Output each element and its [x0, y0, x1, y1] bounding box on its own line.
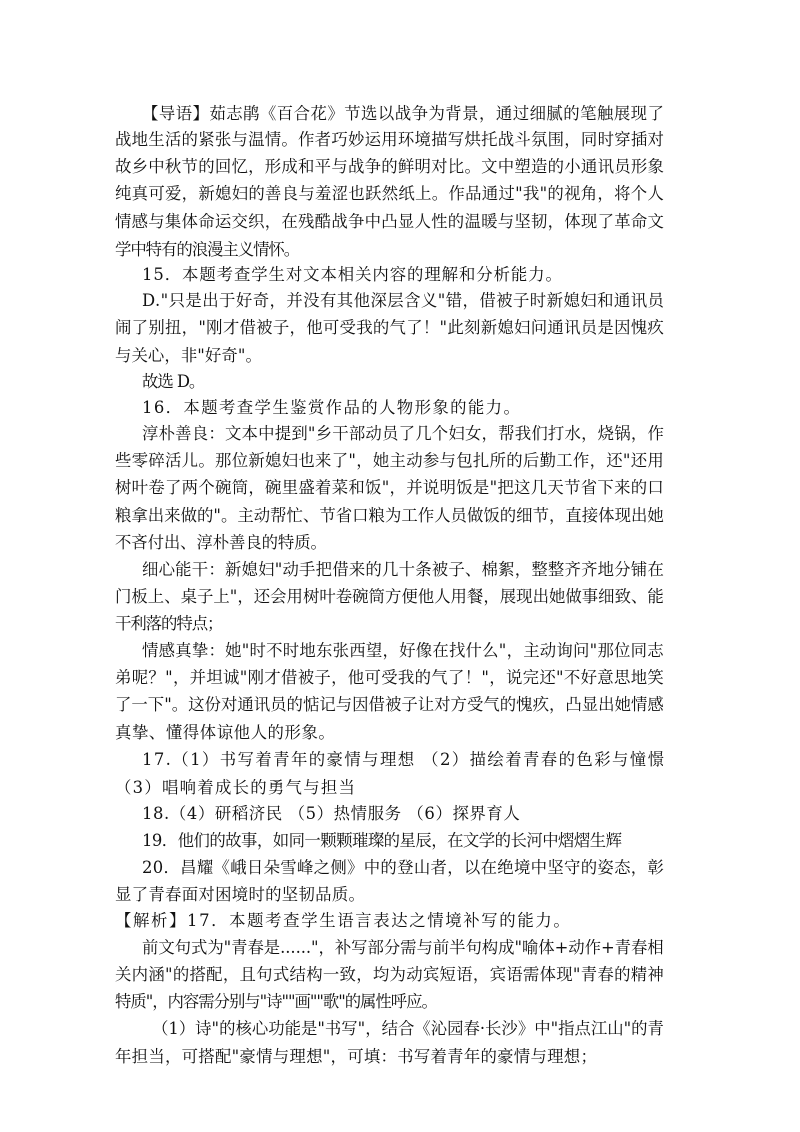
text-line: 前文句式为"青春是......"，补写部分需与前半句构成"喻体+动作+青春相 — [142, 938, 664, 957]
text-line: 些零碎活儿。那位新媳妇也来了"，她主动参与包扎所的后勤工作，还"还用 — [115, 451, 665, 470]
text-line: 显了青春面对困境时的坚韧品质。 — [115, 885, 366, 904]
text-line: 学中特有的浪漫主义情怀。 — [115, 240, 300, 259]
text-line: 真挚、懂得体谅他人的形象。 — [115, 723, 336, 742]
text-line: 18.（4）研稻济民 （5）热情服务 （6）探界育人 — [142, 804, 521, 823]
text-line: （3）唱响着成长的勇气与担当 — [115, 778, 357, 797]
text-line: 战地生活的紧张与温情。作者巧妙运用环境描写烘托战斗氛围，同时穿插对 — [115, 130, 665, 149]
text-line: 故乡中秋节的回忆，形成和平与战争的鲜明对比。文中塑造的小通讯员形象 — [115, 157, 665, 176]
text-line: 树叶卷了两个碗筒，碗里盛着菜和饭"，并说明饭是"把这几天节省下来的口 — [115, 478, 665, 497]
text-line: 20．昌耀《峨日朵雪峰之侧》中的登山者，以在绝境中坚守的姿态，彰 — [142, 858, 665, 877]
text-line: 情感与集体命运交织，在残酷战争中凸显人性的温暖与坚韧，体现了革命文 — [115, 212, 665, 231]
text-line: 与关心，非"好奇"。 — [115, 346, 262, 365]
text-line: 粮拿出来做的"。主动帮忙、节省口粮为工作人员做饭的细节，直接体现出她 — [115, 506, 664, 525]
text-line: （1）诗"的核心功能是"书写"，结合《沁园春·长沙》中"指点江山"的青 — [152, 1019, 664, 1038]
text-line: D."只是出于好奇，并没有其他深层含义"错，借被子时新媳妇和通讯员 — [142, 291, 665, 310]
text-line: 17.（1）书写着青年的豪情与理想 （2）描绘着青春的色彩与憧憬 — [142, 750, 666, 769]
text-line: 细心能干：新媳妇"动手把借来的几十条被子、棉絮，整整齐齐地分铺在 — [142, 560, 665, 579]
text-line: 19．他们的故事，如同一颗颗璀璨的星辰，在文学的长河中熠熠生辉 — [142, 831, 622, 850]
text-line: 了一下"。这份对通讯员的惦记与因借被子让对方受气的愧疚，凸显出她情感 — [115, 695, 664, 714]
text-line: 不吝付出、淳朴善良的特质。 — [115, 533, 327, 552]
text-line: 闹了别扭，"刚才借被子，他可受我的气了！"此刻新媳妇问通讯员是因愧疚 — [115, 318, 665, 337]
text-line: 纯真可爱，新媳妇的善良与羞涩也跃然纸上。作品通过"我"的视角，将个人 — [115, 184, 665, 203]
text-line: 门板上、桌子上"，还会用树叶卷碗筒方便他人用餐，展现出她做事细致、能 — [115, 587, 664, 606]
text-line: 弟呢？"，并坦诚"刚才借被子，他可受我的气了！"，说完还"不好意思地笑 — [115, 668, 665, 687]
text-line: 16．本题考查学生鉴赏作品的人物形象的能力。 — [142, 398, 522, 417]
text-line: 关内涵"的搭配，且句式结构一致，均为动宾短语，宾语需体现"青春的精神 — [115, 965, 665, 984]
text-line: 情感真挚：她"时不时地东张西望，好像在找什么"，主动询问"那位同志 — [142, 641, 664, 660]
text-line: 【解析】17．本题考查学生语言表达之情境补写的能力。 — [115, 911, 572, 930]
text-line: 特质"，内容需分别与"诗""画""歌"的属性呼应。 — [115, 992, 437, 1011]
text-line: 年担当，可搭配"豪情与理想"，可填：书写着青年的豪情与理想； — [115, 1047, 598, 1066]
text-line: 【导语】茹志鹃《百合花》节选以战争为背景，通过细腻的笔触展现了 — [142, 104, 665, 123]
text-line: 干利落的特点； — [115, 614, 223, 633]
text-line: 15．本题考查学生对文本相关内容的理解和分析能力。 — [142, 265, 563, 284]
text-line: 淳朴善良：文本中提到"乡干部动员了几个妇女，帮我们打水，烧锅，作 — [142, 424, 665, 443]
text-line: 故选 D。 — [142, 372, 205, 391]
